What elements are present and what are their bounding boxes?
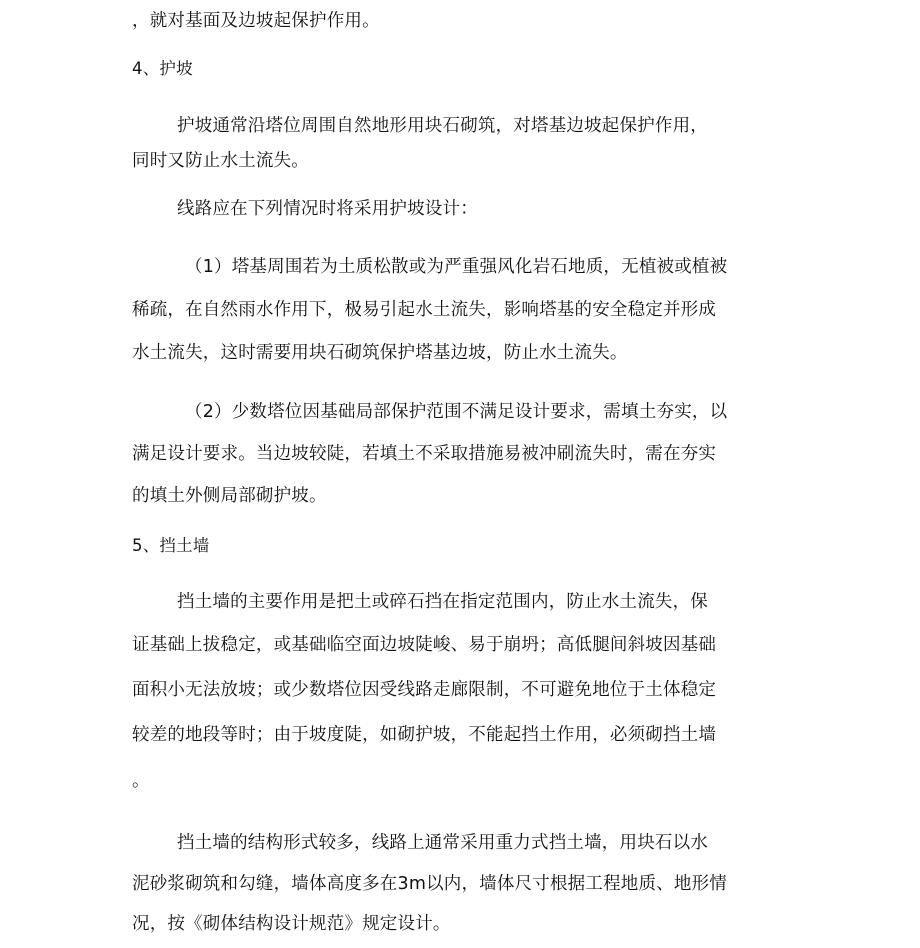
list-item-2-line: 满足设计要求。当边坡较陡，若填土不采取措施易被冲刷流失时，需在夯实 xyxy=(132,444,717,464)
paragraph-line: 面积小无法放坡；或少数塔位因受线路走廊限制，不可避免地位于土体稳定 xyxy=(132,680,717,700)
paragraph-line-end: 。 xyxy=(132,771,150,791)
paragraph-line-continuation: ，就对基面及边坡起保护作用。 xyxy=(132,11,380,31)
paragraph-line: 况，按《砌体结构设计规范》规定设计。 xyxy=(132,914,451,934)
paragraph-line: 同时又防止水土流失。 xyxy=(132,151,309,171)
list-item-1-line: 水土流失，这时需要用块石砌筑保护塔基边坡，防止水土流失。 xyxy=(132,343,628,363)
paragraph-line: 挡土墙的结构形式较多，线路上通常采用重力式挡土墙，用块石以水 xyxy=(177,833,708,853)
list-item-1-line: 稀疏，在自然雨水作用下，极易引起水土流失，影响塔基的安全稳定并形成 xyxy=(132,300,717,320)
list-item-1-line: （1）塔基周围若为土质松散或为严重强风化岩石地质，无植被或植被 xyxy=(185,257,728,277)
paragraph-line: 挡土墙的主要作用是把土或碎石挡在指定范围内，防止水土流失，保 xyxy=(177,592,708,612)
paragraph-line: 线路应在下列情况时将采用护坡设计： xyxy=(177,199,478,219)
list-item-2-line: 的填土外侧局部砌护坡。 xyxy=(132,486,327,506)
paragraph-line: 护坡通常沿塔位周围自然地形用块石砌筑，对塔基边坡起保护作用， xyxy=(177,116,708,136)
paragraph-line: 泥砂浆砌筑和勾缝，墙体高度多在3m以内，墙体尺寸根据工程地质、地形情 xyxy=(132,874,727,894)
section-heading-retaining-wall: 5、挡土墙 xyxy=(132,536,210,555)
paragraph-line: 较差的地段等时；由于坡度陡，如砌护坡，不能起挡土作用，必须砌挡土墙 xyxy=(132,725,717,745)
list-item-2-line: （2）少数塔位因基础局部保护范围不满足设计要求，需填土夯实，以 xyxy=(185,402,728,422)
section-heading-slope-protection: 4、护坡 xyxy=(132,59,193,78)
paragraph-line: 证基础上拔稳定，或基础临空面边坡陡峻、易于崩坍；高低腿间斜坡因基础 xyxy=(132,635,717,655)
